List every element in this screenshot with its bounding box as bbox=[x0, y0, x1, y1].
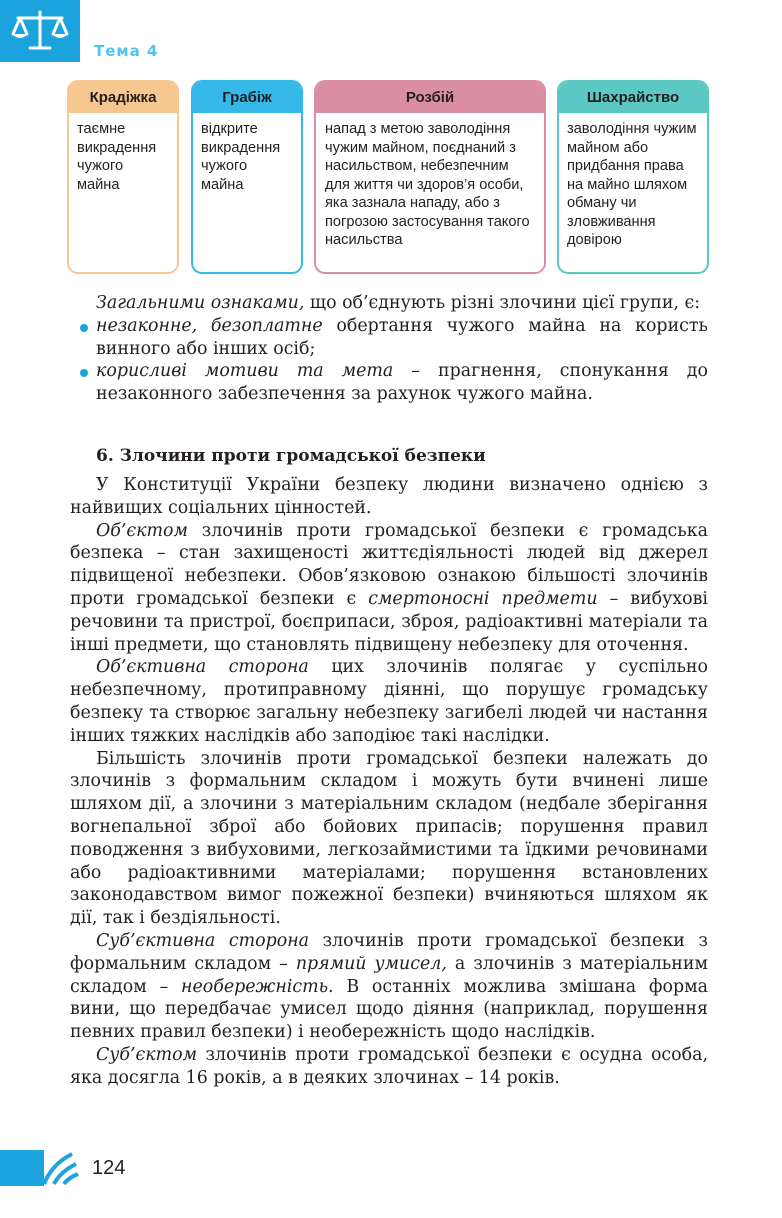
card-title: Шахрайство bbox=[559, 82, 707, 113]
bullet-dot-icon bbox=[80, 324, 88, 332]
section-heading: 6. Злочини проти громадської безпеки bbox=[96, 446, 486, 466]
term-emphasis: прямий умисел, bbox=[295, 953, 447, 974]
intro-emphasis: Загальними ознаками, bbox=[96, 293, 305, 313]
footer-waves-icon bbox=[0, 1150, 80, 1186]
list-item-emphasis: незаконне, безоплатне bbox=[96, 315, 323, 336]
topic-corner-banner bbox=[0, 0, 80, 62]
paragraph bbox=[70, 656, 708, 747]
card-fraud bbox=[557, 80, 709, 274]
scales-icon bbox=[10, 8, 70, 54]
paragraph bbox=[70, 1044, 708, 1090]
list-item bbox=[70, 360, 708, 406]
term-emphasis: Суб’єктом bbox=[96, 1044, 198, 1065]
bullet-dot-icon bbox=[80, 369, 88, 377]
paragraph-text: цих злочинів полягає у суспільно небезпечному, протиправному діянні, що порушує громадську безпеку та створює загальну небезпеку загибелі людей чи настання інших тяжких наслідків або заподіює такі наслідки. bbox=[70, 657, 708, 746]
term-emphasis: Об’єктом bbox=[96, 520, 188, 541]
term-emphasis: Об’єктивна сторона bbox=[96, 657, 309, 678]
intro-paragraph bbox=[70, 292, 708, 315]
intro-block bbox=[70, 292, 708, 406]
term-emphasis: Суб’єктивна сторона bbox=[96, 930, 310, 951]
paragraph bbox=[70, 930, 708, 1044]
paragraph-text: злочинів проти громадської безпеки є громадська безпека – стан захищеності життєдіяльності людей від джерел підвищеної небезпеки. Обов’язковою ознакою більшості злочинів проти громадської безпеки є bbox=[70, 520, 708, 609]
paragraph: У Конституції України безпеку людини визначено однією з найвищих соціальних цінностей. bbox=[70, 475, 708, 518]
card-armed-robbery bbox=[314, 80, 546, 274]
paragraph-text: а злочинів з матеріальним складом – bbox=[70, 953, 708, 997]
intro-text: що об’єднують різні злочини цієї групи, є: bbox=[304, 293, 701, 313]
card-robbery bbox=[191, 80, 303, 274]
paragraph-text: В останніх можлива змішана форма вини, що передбачає умисел щодо діяння (наприклад, порушення певних правил безпеки) і необережність щодо наслідків. bbox=[70, 976, 708, 1043]
list-item bbox=[70, 315, 708, 361]
paragraph: Більшість злочинів проти громадської безпеки належать до злочинів з формальним складом і можуть бути вчинені лише шляхом дії, а злочини з матеріальним складом (недбале зберігання вогнепальної зброї або бойових припасів; порушення правил поводження з вибуховими, легкозаймистими та їдкими речовинами або радіоактивними матеріалами; порушення встановлених законодавством вимог пожежної безпеки) вчиняються шляхом як дії, так і бездіяльності. bbox=[70, 748, 708, 929]
paragraph bbox=[70, 520, 708, 657]
card-title: Крадіжка bbox=[69, 82, 177, 113]
card-title: Грабіж bbox=[193, 82, 301, 113]
card-body: напад з метою заволодіння чужим майном, поєднаний з насильством, небезпечним для життя чи здоров’я особи, яка зазнала нападу, або з погрозою застосування такого насильства bbox=[325, 121, 530, 248]
card-theft bbox=[67, 80, 179, 274]
list-item-emphasis: корисливі мотиви та мета bbox=[96, 361, 394, 382]
topic-label: Тема 4 bbox=[94, 42, 159, 60]
term-emphasis: необережність. bbox=[181, 976, 334, 997]
paragraph-text: – вибухові речовини та пристрої, боєприпаси, зброя, радіоактивні матеріали та інші предмети, що становлять підвищену небезпеку для оточення. bbox=[70, 588, 708, 655]
page-number: 124 bbox=[92, 1157, 126, 1179]
body-text bbox=[70, 474, 708, 1090]
list-item-text: обертання чужого майна на користь винного або інших осіб; bbox=[96, 315, 708, 359]
card-body: заволодіння чужим майном або придбання права на майно шляхом обману чи зловживання довірою bbox=[567, 121, 697, 248]
card-body: таємне викрадення чужого майна bbox=[77, 121, 157, 193]
term-emphasis: смертоносні предмети bbox=[368, 588, 598, 609]
card-title: Розбій bbox=[316, 82, 544, 113]
card-body: відкрите викрадення чужого майна bbox=[201, 121, 281, 193]
paragraph-text: злочинів проти громадської безпеки є осудна особа, яка досягла 16 років, а в деяких злочинах – 14 років. bbox=[70, 1044, 708, 1088]
paragraph-text: злочинів проти громадської безпеки з формальним складом – bbox=[70, 930, 708, 974]
list-item-text: – прагнення, спонукання до незаконного забезпечення за рахунок чужого майна. bbox=[96, 361, 708, 405]
